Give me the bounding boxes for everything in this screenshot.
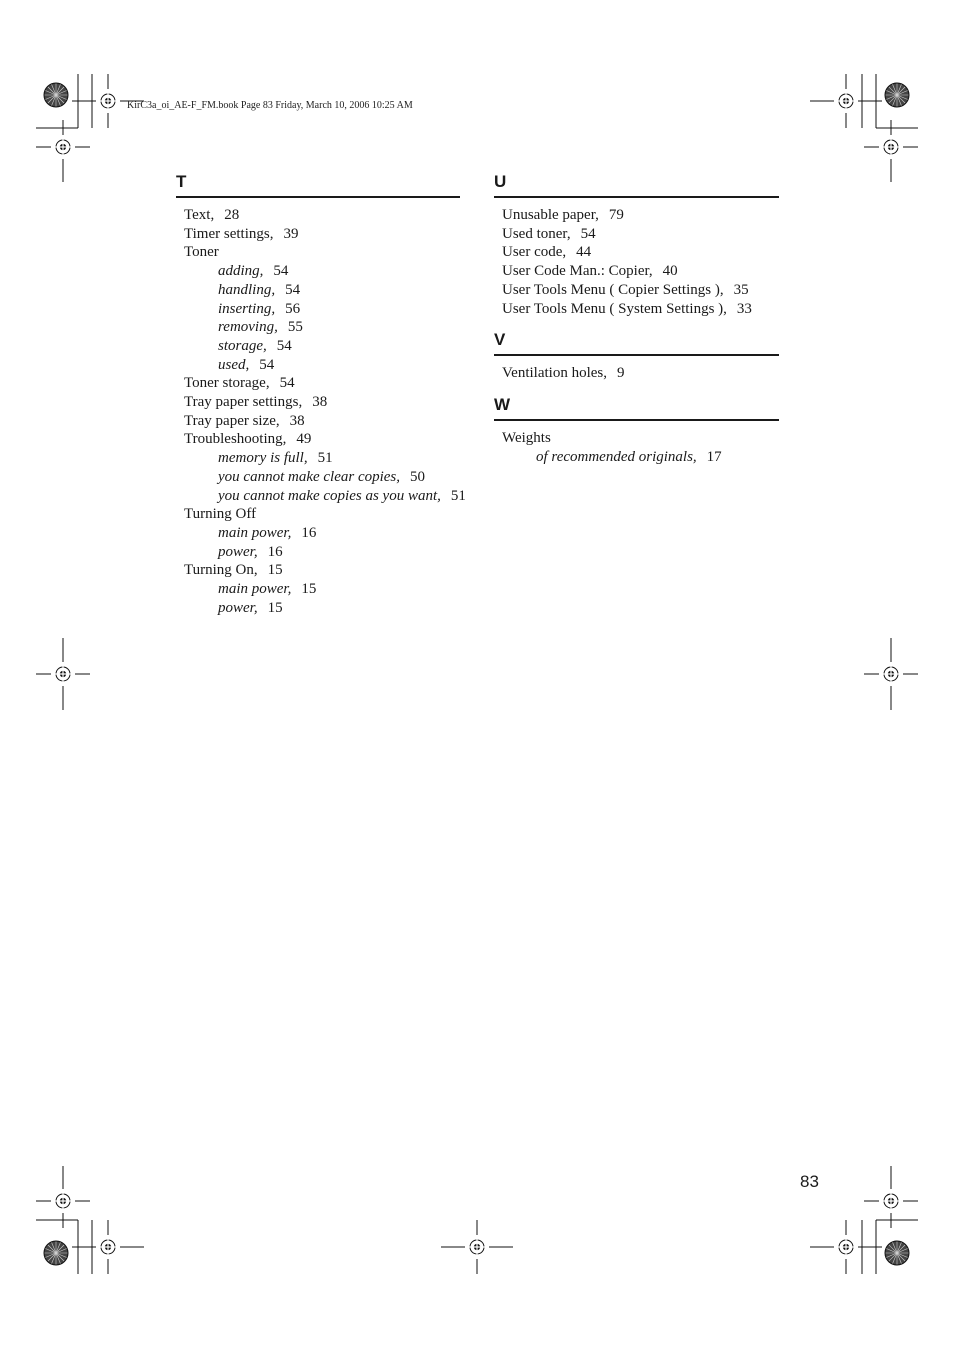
entry-term: Weights bbox=[502, 429, 551, 446]
entry-page: 28 bbox=[224, 207, 240, 223]
index-entry: Timer settings, 39 bbox=[184, 225, 299, 242]
entry-term: Turning Off bbox=[184, 506, 257, 523]
index-subentry: storage, 54 bbox=[218, 337, 292, 354]
entry-term: power bbox=[218, 543, 254, 560]
entry-term: used bbox=[218, 356, 246, 373]
page-number: 83 bbox=[800, 1172, 819, 1191]
entry-page: 50 bbox=[410, 468, 426, 485]
index-subentry: you cannot make copies as you want, 51 bbox=[218, 487, 466, 504]
print-header: KirC3a_oi_AE-F_FM.book Page 83 Friday, March 10, 2006 10:25 AM bbox=[127, 100, 413, 111]
entry-page: 55 bbox=[287, 319, 303, 336]
index-entry bbox=[502, 429, 779, 448]
index-entry: Tray paper settings, 38 bbox=[184, 394, 328, 411]
entry-term: you cannot make copies as you want bbox=[218, 487, 438, 504]
entry-page: 35 bbox=[733, 281, 749, 298]
entry-term: Unusable paper bbox=[502, 207, 596, 223]
entry-term: removing bbox=[218, 319, 275, 336]
entry-term: User code bbox=[502, 244, 563, 261]
index-subentry: power, 15 bbox=[218, 599, 283, 616]
entry-term: Turning On bbox=[184, 562, 254, 579]
entry-term: Troubleshooting bbox=[184, 431, 283, 448]
index-entry: Troubleshooting, 49 bbox=[184, 431, 312, 448]
entry-term: of recommended originals bbox=[536, 448, 693, 465]
entry-page: 51 bbox=[317, 450, 333, 467]
entry-term: memory is full bbox=[218, 450, 304, 467]
entry-term: adding bbox=[218, 263, 260, 280]
entry-page: 79 bbox=[608, 207, 624, 223]
index-entry: Used toner, 54 bbox=[502, 225, 596, 242]
index-entry: Tray paper size, 38 bbox=[184, 412, 305, 429]
entry-page: 9 bbox=[617, 365, 625, 382]
entry-page: 15 bbox=[301, 581, 317, 598]
entry-page: 38 bbox=[289, 412, 305, 429]
entry-page: 16 bbox=[267, 543, 283, 560]
entry-term: Toner bbox=[184, 244, 219, 261]
index-entry: Unusable paper, 79 bbox=[502, 207, 624, 223]
index-entry: User code, 44 bbox=[502, 244, 592, 261]
index-entry bbox=[184, 505, 460, 524]
entry-term: inserting bbox=[218, 300, 272, 317]
entry-term: Ventilation holes bbox=[502, 365, 604, 382]
index-entry: Text, 28 bbox=[184, 207, 240, 223]
section-letter-w: W bbox=[494, 395, 779, 421]
entry-page: 54 bbox=[273, 263, 289, 280]
entry-term: main power bbox=[218, 581, 288, 598]
entry-page: 15 bbox=[267, 562, 283, 579]
index-subentry: memory is full, 51 bbox=[218, 450, 333, 467]
entry-term: User Code Man.: Copier bbox=[502, 263, 649, 280]
entry-term: User Tools Menu ( Copier Settings ) bbox=[502, 281, 720, 298]
entry-page: 51 bbox=[450, 487, 466, 504]
entry-term: Timer settings bbox=[184, 225, 270, 242]
index-subentry: used, 54 bbox=[218, 356, 275, 373]
entry-page: 15 bbox=[267, 599, 283, 616]
entry-term: you cannot make clear copies bbox=[218, 468, 397, 485]
entry-page: 17 bbox=[706, 448, 722, 465]
index-subentry: you cannot make clear copies, 50 bbox=[218, 468, 426, 485]
entry-term: Tray paper settings bbox=[184, 394, 299, 411]
entry-page: 54 bbox=[285, 281, 301, 298]
entry-page: 44 bbox=[576, 244, 592, 261]
index-column-left bbox=[176, 172, 466, 629]
entry-term: handling bbox=[218, 281, 272, 298]
index-subentry: adding, 54 bbox=[218, 263, 289, 280]
entry-term: Tray paper size bbox=[184, 412, 276, 429]
entry-term: storage bbox=[218, 337, 263, 354]
entry-page: 49 bbox=[296, 431, 312, 448]
index-entry: Turning On, 15 bbox=[184, 562, 283, 579]
entry-page: 54 bbox=[580, 225, 596, 242]
entry-term: Toner storage bbox=[184, 375, 266, 392]
index-entry: Ventilation holes, 9 bbox=[502, 365, 625, 382]
index-entry: Toner storage, 54 bbox=[184, 375, 295, 392]
entry-page: 56 bbox=[285, 300, 301, 317]
index-subentry: inserting, 56 bbox=[218, 300, 301, 317]
index-subentry: power, 16 bbox=[218, 543, 283, 560]
entry-page: 39 bbox=[283, 225, 299, 242]
index-entry: User Code Man.: Copier, 40 bbox=[502, 263, 678, 280]
entry-page: 33 bbox=[736, 300, 752, 317]
entry-page: 38 bbox=[312, 394, 328, 411]
entry-term: User Tools Menu ( System Settings ) bbox=[502, 300, 724, 317]
section-letter-u: U bbox=[494, 172, 779, 198]
entry-page: 54 bbox=[276, 337, 292, 354]
section-letter-v: V bbox=[494, 330, 779, 356]
index-section-v bbox=[494, 330, 779, 383]
index-entry: User Tools Menu ( Copier Settings ), 35 bbox=[502, 281, 749, 298]
index-subentry: removing, 55 bbox=[218, 319, 303, 336]
index-entry: User Tools Menu ( System Settings ), 33 bbox=[502, 300, 752, 317]
entry-term: power bbox=[218, 599, 254, 616]
entry-page: 40 bbox=[662, 263, 678, 280]
entry-page: 16 bbox=[301, 524, 317, 541]
index-section-u bbox=[494, 172, 779, 318]
index-column-right bbox=[494, 172, 779, 478]
section-letter-t: T bbox=[176, 172, 460, 198]
entry-term: Used toner bbox=[502, 225, 567, 242]
index-subentry: handling, 54 bbox=[218, 281, 301, 298]
index-subentry: of recommended originals, 17 bbox=[536, 448, 722, 465]
entry-page: 54 bbox=[259, 356, 275, 373]
index-entry bbox=[184, 243, 460, 262]
index-section-w bbox=[494, 395, 779, 466]
entry-page: 54 bbox=[279, 375, 295, 392]
index-section-t bbox=[176, 172, 466, 617]
index-subentry: main power, 15 bbox=[218, 581, 317, 598]
entry-term: Text bbox=[184, 207, 211, 223]
index-subentry: main power, 16 bbox=[218, 524, 317, 541]
entry-term: main power bbox=[218, 524, 288, 541]
